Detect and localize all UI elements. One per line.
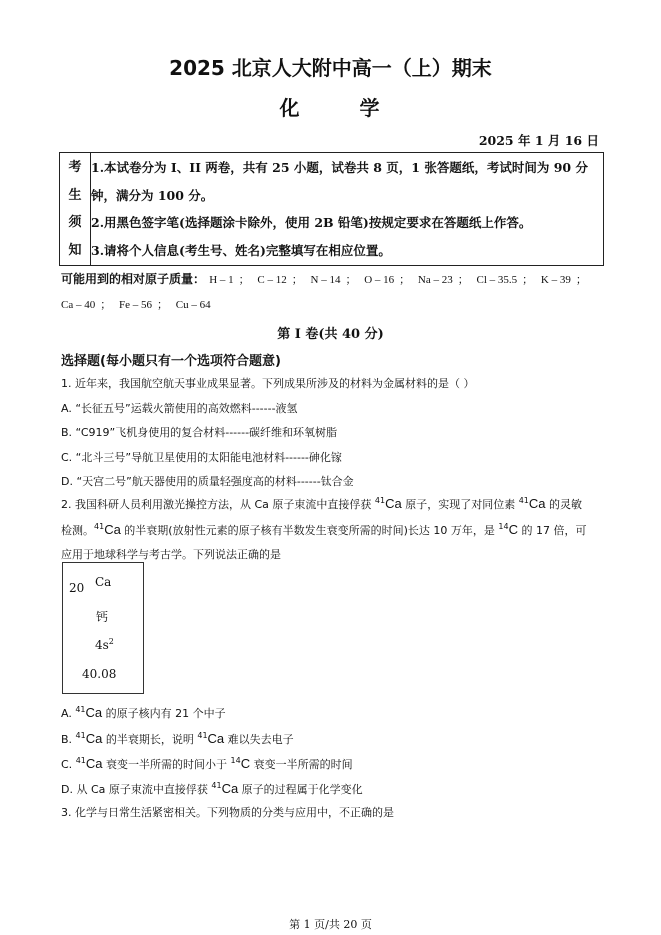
element-mass: 40.08	[82, 667, 117, 681]
question-2-stem-line-1: 2. 我国科研人员利用激光操控方法，从 Ca 原子束流中直接俘获 $^{41}$Ca 原子，实现了对同位素 $^{41}$Ca 的灵敏	[61, 496, 583, 511]
atomic-mass: H – 1	[209, 274, 234, 286]
subject-char-2: 学	[359, 96, 382, 120]
atomic-mass: Fe – 56	[118, 299, 152, 311]
section-title: 第 I 卷(共 40 分)	[277, 327, 384, 342]
question-1-stem: 1. 近年来，我国航空航天事业成果显著。下列成果所涉及的材料为金属材料的是（ ）	[61, 377, 475, 390]
atomic-mass: Cl – 35.5	[476, 274, 518, 286]
question-1-option-a: A. “长征五号”运载火箭使用的高效燃料------液氢	[61, 402, 298, 415]
question-2-option-c: C. $^{41}$Ca 衰变一半所需的时间小于 $^{14}$C 衰变一半所需的时间	[61, 756, 353, 771]
question-2-option-a: A. $^{41}$Ca 的原子核内有 21 个中子	[61, 705, 226, 720]
subject-char-1: 化	[279, 96, 302, 120]
atomic-mass-line: 可能用到的相对原子质量： H – 1 ； C – 12 ； N – 14 ； O – 16 ； Na – 23 ； Cl – 35.5 ； K – 39 ；	[61, 272, 587, 286]
exam-date: 2025 年 1 月 16 日	[478, 133, 599, 148]
question-1-option-c: C. “北斗三号”导航卫星使用的太阳能电池材料------砷化镓	[61, 451, 342, 464]
element-atomic-number: 20	[69, 581, 85, 595]
question-2-option-d: D. 从 Ca 原子束流中直接俘获 $^{41}$Ca 原子的过程属于化学变化	[61, 781, 363, 796]
atomic-mass: Na – 23	[417, 274, 453, 286]
instructions-content	[91, 153, 604, 266]
element-card-calcium	[62, 562, 144, 694]
question-2-stem-line-2: 检测。$^{41}$Ca 的半衰期(放射性元素的原子核有半数发生衰变所需的时间)长达 10 万年，是 $^{14}$C 的 17 倍，可	[61, 522, 587, 537]
element-symbol: Ca	[95, 575, 112, 589]
exam-title: 2025 北京人大附中高一（上）期末	[169, 56, 492, 80]
instructions-label	[60, 153, 91, 266]
label-char: 考	[68, 160, 82, 175]
subject-title	[0, 92, 661, 121]
question-2-option-b: B. $^{41}$Ca 的半衰期长，说明 $^{41}$Ca 难以失去电子	[61, 731, 294, 746]
question-2-stem-line-3: 应用于地球科学与考古学。下列说法正确的是	[61, 548, 281, 561]
question-1-option-d: D. “天宫二号”航天器使用的质量轻强度高的材料------钛合金	[61, 475, 354, 488]
instruction-line: 钟，满分为 100 分。	[91, 187, 214, 203]
atomic-mass: O – 16	[364, 274, 395, 286]
choice-heading: 选择题(每小题只有一个选项符合题意)	[61, 354, 281, 369]
page-footer: 第 1 页/共 20 页	[289, 918, 372, 931]
label-char: 生	[68, 187, 82, 203]
element-configuration: $4s^2$	[95, 637, 114, 652]
atomic-mass-label: 可能用到的相对原子质量：	[61, 272, 206, 286]
label-char: 须	[68, 215, 82, 230]
atomic-mass: K – 39	[540, 274, 571, 286]
instruction-line: 3.请将个人信息(考生号、姓名)完整填写在相应位置。	[91, 242, 391, 258]
atomic-mass: C – 12	[257, 274, 287, 286]
label-char: 知	[68, 242, 82, 258]
atomic-mass: Cu – 64	[175, 299, 211, 311]
instruction-line: 1.本试卷分为 I、II 两卷，共有 25 小题，试卷共 8 页，1 张答题纸，考试时间为 90 分	[91, 160, 588, 175]
instruction-line: 2.用黑色签字笔(选择题涂卡除外，使用 2B 铅笔)按规定要求在答题纸上作答。	[91, 215, 532, 230]
question-1-option-b: B. “C919”飞机身使用的复合材料------碳纤维和环氧树脂	[61, 426, 338, 439]
instructions-table	[59, 152, 604, 266]
atomic-mass-line-2: Ca – 40 ； Fe – 56 ； Cu – 64	[61, 299, 211, 311]
question-3-stem: 3. 化学与日常生活紧密相关。下列物质的分类与应用中，不正确的是	[61, 806, 394, 819]
element-name: 钙	[96, 610, 109, 624]
atomic-mass: N – 14	[310, 274, 341, 286]
atomic-mass: Ca – 40	[61, 299, 96, 311]
